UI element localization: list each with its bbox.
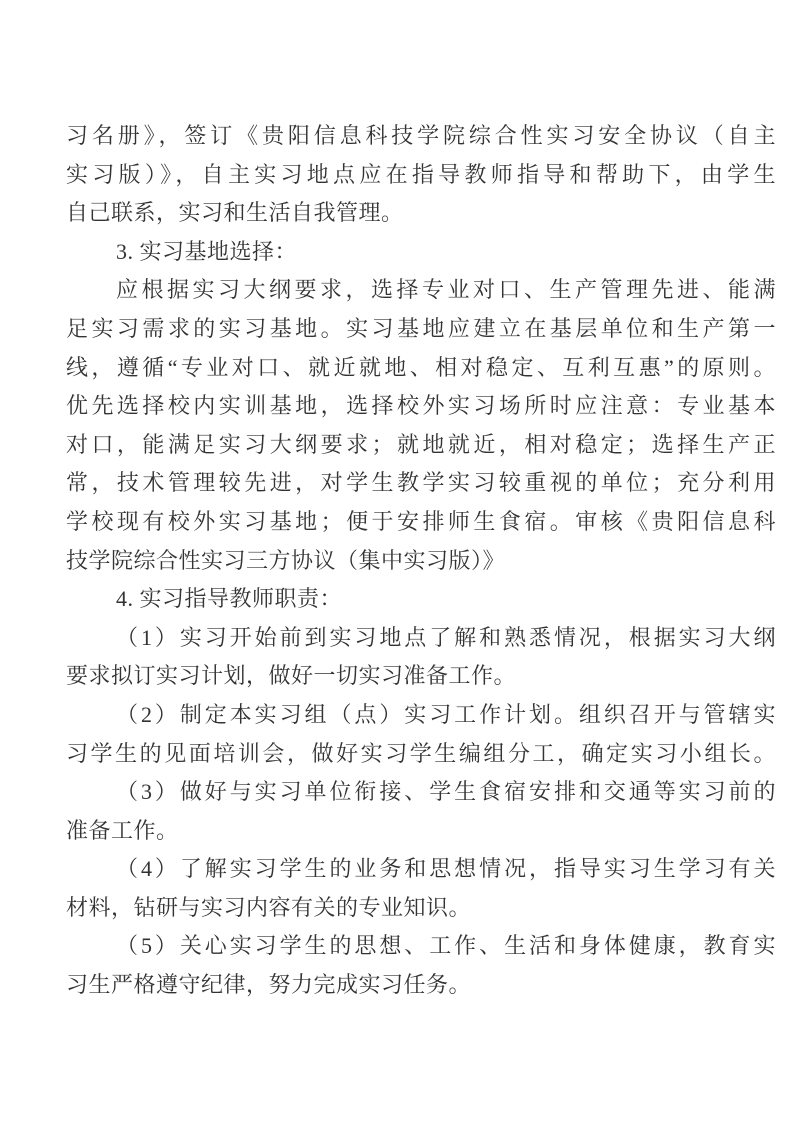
text-line: 习学生的见面培训会，做好实习学生编组分工，确定实习小组长。 [66,740,776,766]
text-line: 3. 实习基地选择： [116,238,298,264]
text-line: （5）关心实习学生的思想、工作、生活和身体健康，教育实 [116,933,776,959]
text-line: 习名册》，签订《贵阳信息科技学院综合性实习安全协议（自主 [66,123,776,148]
text-line: 技学院综合性实习三方协议（集中实习版）》 [66,547,506,573]
text-line: （1）实习开始前到实习地点了解和熟悉情况，根据实习大纲 [116,624,776,650]
text-line: 优先选择校内实训基地，选择校外实习场所时应注意：专业基本 [66,393,776,419]
text-line: （4）了解实习学生的业务和思想情况，指导实习生学习有关 [116,856,776,882]
text-line: 线，遵循“专业对口、就近就地、相对稳定、互利互惠”的原则。 [66,354,776,380]
text-line: 自己联系，实习和生活自我管理。 [66,200,404,226]
text-line: 学校现有校外实习基地；便于安排师生食宿。审核《贵阳信息科 [66,508,776,534]
text-line: 材料，钻研与实习内容有关的专业知识。 [66,894,472,920]
text-line: （2）制定本实习组（点）实习工作计划。组织召开与管辖实 [116,701,776,727]
text-line: 实习版）》，自主实习地点应在指导教师指导和帮助下，由学生 [66,161,776,187]
text-line: 对口，能满足实习大纲要求；就地就近，相对稳定；选择生产正 [66,431,776,457]
text-line: 准备工作。 [66,817,179,843]
text-line: 应根据实习大纲要求，选择专业对口、生产管理先进、能满 [116,277,776,303]
text-line: （3）做好与实习单位衔接、学生食宿安排和交通等实习前的 [116,779,776,805]
text-line: 习生严格遵守纪律，努力完成实习任务。 [66,972,472,998]
text-line: 常，技术管理较先进，对学生教学实习较重视的单位；充分利用 [66,470,776,496]
text-line: 足实习需求的实习基地。实习基地应建立在基层单位和生产第一 [66,315,776,341]
text-line: 要求拟订实习计划，做好一切实习准备工作。 [66,663,517,689]
document-text-block [66,117,776,1005]
text-line: 4. 实习指导教师职责： [116,586,343,612]
